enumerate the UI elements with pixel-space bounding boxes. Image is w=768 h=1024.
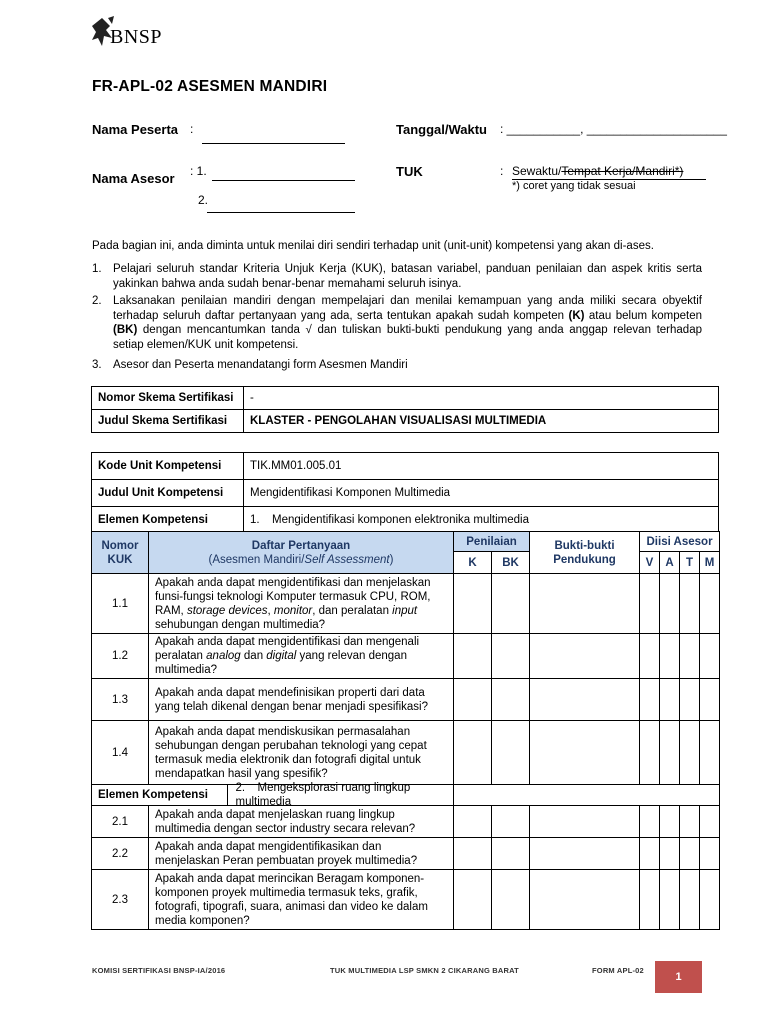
kuk-number: 1.4 <box>92 721 149 785</box>
bukti-field[interactable] <box>530 870 640 930</box>
v-checkbox[interactable] <box>640 679 660 721</box>
t-checkbox[interactable] <box>680 721 700 785</box>
bk-checkbox[interactable] <box>492 634 530 679</box>
m-checkbox[interactable] <box>700 634 720 679</box>
a-header: A <box>660 552 680 574</box>
instruction-3 <box>92 358 702 373</box>
k-checkbox[interactable] <box>454 838 492 870</box>
k-checkbox[interactable] <box>454 574 492 634</box>
instruction-2 <box>92 294 702 352</box>
a-checkbox[interactable] <box>660 679 680 721</box>
elemen-2-label: Elemen Kompetensi <box>92 785 228 805</box>
kode-unit-value: TIK.MM01.005.01 <box>244 453 719 480</box>
nama-peserta-field[interactable] <box>202 143 345 144</box>
elemen-label: Elemen Kompetensi <box>92 507 244 534</box>
question-text: Apakah anda dapat merincikan Beragam komponen-komponen proyek multimedia termasuk teks, grafik, fotografi, tipografi, suara, animasi dan video ke dalam media komponen? <box>149 870 454 930</box>
m-checkbox[interactable] <box>700 574 720 634</box>
bk-checkbox[interactable] <box>492 870 530 930</box>
kuk-number: 2.1 <box>92 806 149 838</box>
v-checkbox[interactable] <box>640 634 660 679</box>
unit-table <box>91 452 719 534</box>
assessment-table <box>91 531 720 930</box>
tuk-options[interactable] <box>512 164 706 180</box>
skema-table <box>91 386 719 433</box>
t-checkbox[interactable] <box>680 870 700 930</box>
form-title: FR-APL-02 ASESMEN MANDIRI <box>92 78 328 95</box>
m-checkbox[interactable] <box>700 838 720 870</box>
asesor-1-number: : 1. <box>190 164 207 178</box>
v-header: V <box>640 552 660 574</box>
t-checkbox[interactable] <box>680 574 700 634</box>
judul-unit-label: Judul Unit Kompetensi <box>92 480 244 507</box>
table-row <box>92 838 720 870</box>
header-row <box>92 532 720 552</box>
t-checkbox[interactable] <box>680 634 700 679</box>
table-row <box>92 507 719 534</box>
k-checkbox[interactable] <box>454 634 492 679</box>
nomor-kuk-header: Nomor KUK <box>92 532 149 574</box>
m-checkbox[interactable] <box>700 870 720 930</box>
instruction-text: Pelajari seluruh standar Kriteria Unjuk Kerja (KUK), batasan variabel, panduan penilaian dan aspek kritis serta yakinkan bahwa anda sudah benar-benar memahami seluruh isinya. <box>113 263 702 290</box>
bk-header: BK <box>492 552 530 574</box>
table-row <box>92 806 720 838</box>
k-checkbox[interactable] <box>454 679 492 721</box>
table-row <box>92 410 719 433</box>
a-checkbox[interactable] <box>660 870 680 930</box>
question-text: Apakah anda dapat mendefinisikan properti dari data yang telah dikenal dengan benar menjadi spesifikasi? <box>149 679 454 721</box>
table-row <box>92 453 719 480</box>
tuk-struck-options: Tempat Kerja/Mandiri*) <box>561 164 684 178</box>
judul-unit-value: Mengidentifikasi Komponen Multimedia <box>244 480 719 507</box>
elemen-2-cell <box>92 782 454 808</box>
m-checkbox[interactable] <box>700 806 720 838</box>
v-checkbox[interactable] <box>640 721 660 785</box>
a-checkbox[interactable] <box>660 806 680 838</box>
bnsp-logo <box>90 14 190 58</box>
question-text: Apakah anda dapat mengidentifikasi dan menjelaskan funsi-fungsi teknologi Komputer termasuk CPU, ROM, RAM, storage devices, monitor, dan peralatan input sehubungan dengan multimedia? <box>149 574 454 634</box>
kode-unit-label: Kode Unit Kompetensi <box>92 453 244 480</box>
table-row <box>92 721 720 785</box>
nama-peserta-label: Nama Peserta <box>92 122 178 137</box>
bk-checkbox[interactable] <box>492 679 530 721</box>
table-row <box>92 574 720 634</box>
question-text: Apakah anda dapat menjelaskan ruang lingkup multimedia dengan sector industry secara relevan? <box>149 806 454 838</box>
question-text: Apakah anda dapat mengidentifikasikan dan menjelaskan Peran pembuatan proyek multimedia? <box>149 838 454 870</box>
table-row <box>92 480 719 507</box>
footer-center: TUK MULTIMEDIA LSP SMKN 2 CIKARANG BARAT <box>330 966 519 975</box>
footer-left: KOMISI SERTIFIKASI BNSP-IA/2016 <box>92 966 226 975</box>
daftar-pertanyaan-header: Daftar Pertanyaan (Asesmen Mandiri/Self Assessment) <box>149 532 454 574</box>
bukti-field[interactable] <box>530 574 640 634</box>
k-header: K <box>454 552 492 574</box>
skema-nomor-label: Nomor Skema Sertifikasi <box>92 387 244 410</box>
skema-judul-value: KLASTER - PENGOLAHAN VISUALISASI MULTIMEDIA <box>244 410 719 433</box>
elemen-1-value: 1. Mengidentifikasi komponen elektronika multimedia <box>244 507 719 534</box>
t-checkbox[interactable] <box>680 679 700 721</box>
question-text: Apakah anda dapat mendiskusikan permasalahan sehubungan dengan perubahan teknologi yang cepat termasuk media elektronik dan fotografi digital untuk mendapatkan hasil yang spesifik? <box>149 721 454 785</box>
bk-checkbox[interactable] <box>492 838 530 870</box>
bukti-field[interactable] <box>530 721 640 785</box>
bk-checkbox[interactable] <box>492 721 530 785</box>
m-checkbox[interactable] <box>700 679 720 721</box>
a-checkbox[interactable] <box>660 574 680 634</box>
a-checkbox[interactable] <box>660 634 680 679</box>
instruction-text: Asesor dan Peserta menandatangi form Asesmen Mandiri <box>113 359 408 371</box>
instruction-number: 1. <box>92 263 102 275</box>
bk-checkbox[interactable] <box>492 574 530 634</box>
asesor-2-number: 2. <box>198 193 209 207</box>
intro-text: Pada bagian ini, anda diminta untuk menilai diri sendiri terhadap unit (unit-unit) kompetensi yang akan di-ases. <box>92 240 654 252</box>
tanggal-field[interactable]: : ___________, _____________________ <box>500 122 727 136</box>
asesor-1-field[interactable] <box>212 180 355 181</box>
nama-asesor-label: Nama Asesor <box>92 171 175 186</box>
t-checkbox[interactable] <box>680 806 700 838</box>
logo-text: BNSP <box>110 26 163 48</box>
tuk-sewaktu: Sewaktu/ <box>512 164 562 178</box>
a-checkbox[interactable] <box>660 721 680 785</box>
asesor-2-field[interactable] <box>207 212 355 213</box>
bukti-field[interactable] <box>530 806 640 838</box>
v-checkbox[interactable] <box>640 806 660 838</box>
page-number: 1 <box>655 961 702 993</box>
kuk-number: 1.3 <box>92 679 149 721</box>
instruction-1 <box>92 262 702 291</box>
instruction-number: 3. <box>92 359 102 371</box>
elemen-2-empty <box>454 785 720 806</box>
diisi-asesor-header: Diisi Asesor <box>640 532 720 552</box>
kuk-number: 2.2 <box>92 838 149 870</box>
table-row <box>92 870 720 930</box>
tuk-label: TUK <box>396 164 423 179</box>
m-header: M <box>700 552 720 574</box>
bukti-header: Bukti-bukti Pendukung <box>530 532 640 574</box>
bk-checkbox[interactable] <box>492 806 530 838</box>
elemen-2-value: 2. Mengeksplorasi ruang lingkup multimedia <box>235 782 411 808</box>
bukti-field[interactable] <box>530 838 640 870</box>
a-checkbox[interactable] <box>660 838 680 870</box>
k-checkbox[interactable] <box>454 870 492 930</box>
kuk-number: 1.2 <box>92 634 149 679</box>
v-checkbox[interactable] <box>640 574 660 634</box>
bukti-field[interactable] <box>530 679 640 721</box>
instruction-text: Laksanakan penilaian mandiri dengan mempelajari dan menilai kemampuan yang anda miliki secara obyektif terhadap seluruh daftar pertanyaan yang ada, serta tentukan apakah sudah kompeten (K) atau belum kompeten (BK) dengan mencantumkan tanda √ dan tuliskan bukti-bukti pendukung yang anda anggap relevan terhadap setiap elemen/KUK unit kompetensi. <box>113 295 702 351</box>
footer-right: FORM APL-02 <box>592 966 644 975</box>
table-row <box>92 679 720 721</box>
question-text: Apakah anda dapat mengidentifikasi dan mengenali peralatan analog dan digital yang relevan dengan multimedia? <box>149 634 454 679</box>
elemen-row <box>92 785 720 806</box>
k-checkbox[interactable] <box>454 806 492 838</box>
t-header: T <box>680 552 700 574</box>
t-checkbox[interactable] <box>680 838 700 870</box>
k-checkbox[interactable] <box>454 721 492 785</box>
tuk-colon: : <box>500 164 504 178</box>
instruction-number: 2. <box>92 295 102 307</box>
bukti-field[interactable] <box>530 634 640 679</box>
kuk-number: 2.3 <box>92 870 149 930</box>
penilaian-header: Penilaian <box>454 532 530 552</box>
tuk-note: *) coret yang tidak sesuai <box>512 180 636 192</box>
skema-judul-label: Judul Skema Sertifikasi <box>92 410 244 433</box>
v-checkbox[interactable] <box>640 838 660 870</box>
tanggal-label: Tanggal/Waktu <box>396 122 487 137</box>
table-row <box>92 387 719 410</box>
v-checkbox[interactable] <box>640 870 660 930</box>
m-checkbox[interactable] <box>700 721 720 785</box>
kuk-number: 1.1 <box>92 574 149 634</box>
table-row <box>92 634 720 679</box>
nama-peserta-colon: : <box>190 122 194 136</box>
skema-nomor-value: - <box>244 387 719 410</box>
